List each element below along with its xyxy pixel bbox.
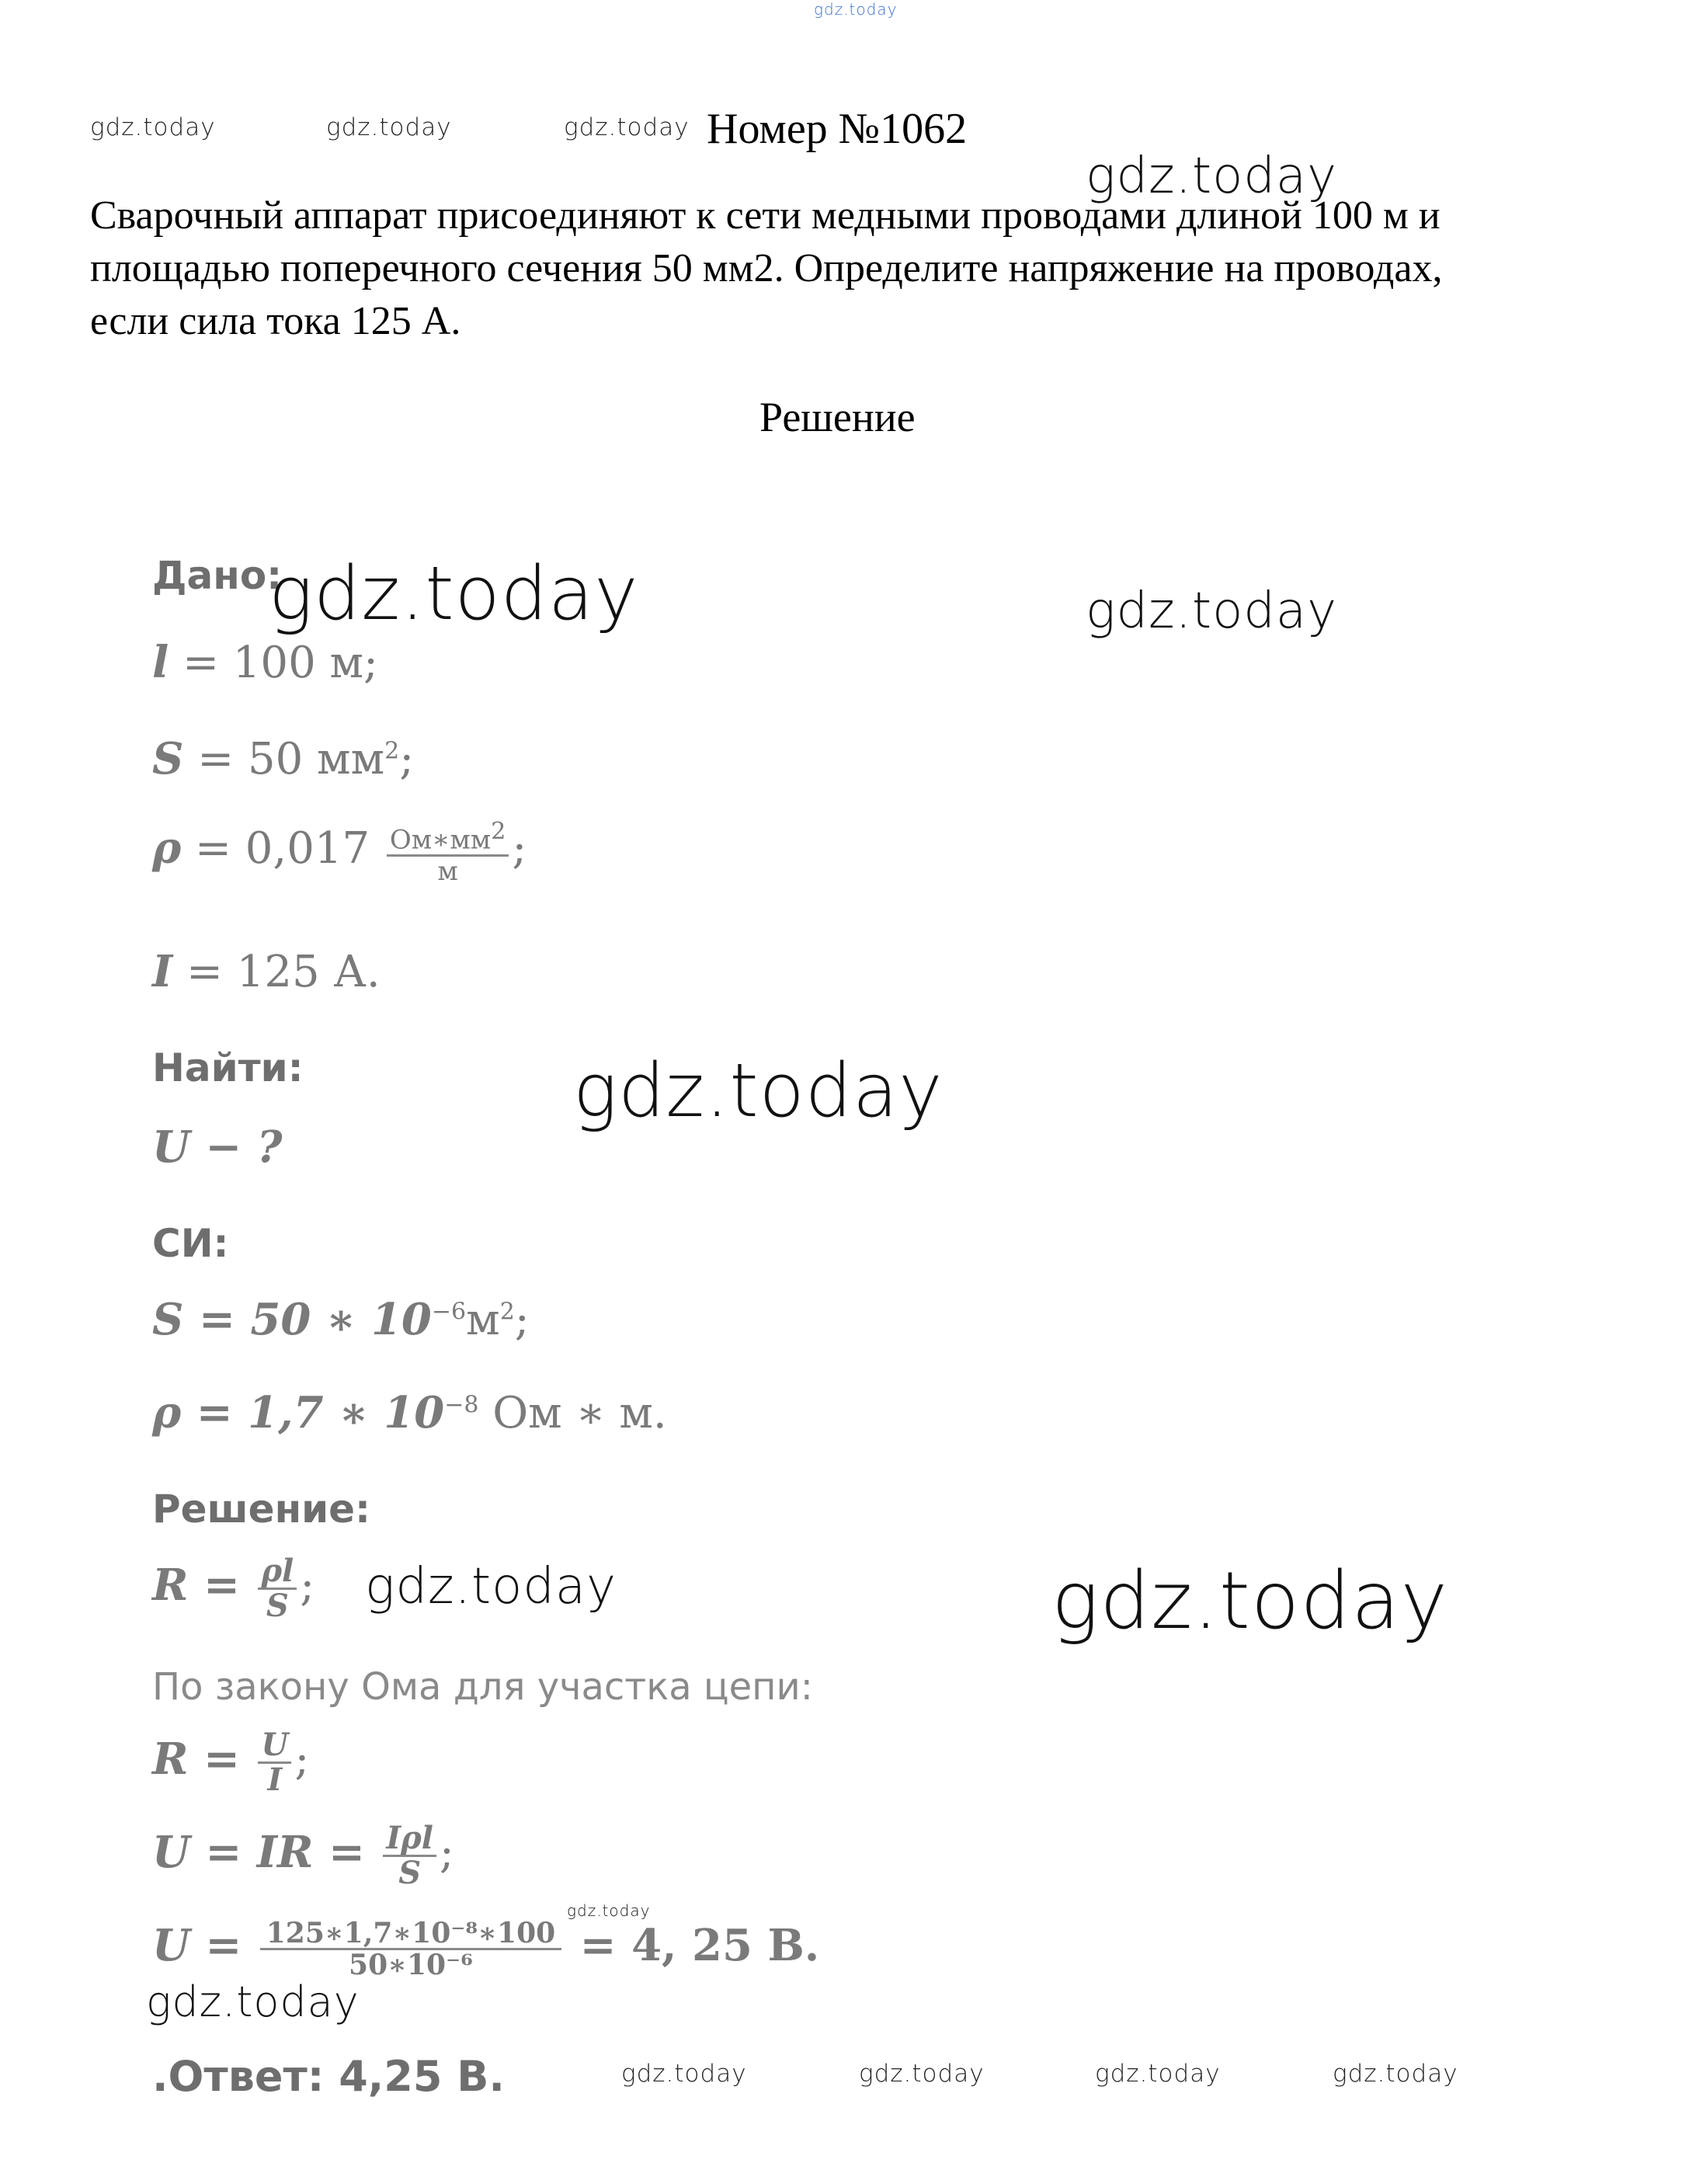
r-ohm-lhs: R = bbox=[152, 1734, 255, 1785]
u-calc bbox=[152, 1918, 819, 1980]
r-formula: R = $\frac{\rho l}{S}$ ; bbox=[152, 1553, 315, 1624]
u-calc-fraction bbox=[260, 1918, 561, 1980]
watermark: gdz.today bbox=[1095, 2060, 1221, 2088]
given-current bbox=[152, 946, 381, 997]
si-area: S = 50 ∗ $10^{-6}м^2$; bbox=[152, 1294, 530, 1345]
given-length bbox=[152, 637, 378, 688]
si-area-expr: S = 50 ∗ 10 bbox=[152, 1294, 432, 1345]
watermark: gdz.today bbox=[567, 1901, 651, 1920]
u-calc-num: 125∗1,7∗10⁻⁸∗100 bbox=[260, 1918, 561, 1950]
var-rho: ρ bbox=[152, 822, 182, 875]
var-i: I bbox=[152, 946, 173, 997]
rho-unit-exp: 2 bbox=[491, 818, 506, 845]
exp-s: 2 bbox=[384, 737, 400, 765]
value-i: = 125 А. bbox=[172, 947, 381, 997]
watermark: gdz.today bbox=[90, 113, 216, 141]
watermark: gdz.today bbox=[621, 2060, 747, 2088]
r-formula-den: S bbox=[266, 1588, 289, 1624]
watermark: gdz.today bbox=[365, 1558, 617, 1615]
given-area: S = 50 $мм^2$; bbox=[152, 733, 415, 784]
value-l: = 100 м; bbox=[169, 638, 378, 688]
u-formula-den: S bbox=[398, 1855, 422, 1891]
value-s: = 50 мм bbox=[183, 734, 385, 784]
watermark: gdz.today bbox=[1051, 1555, 1448, 1647]
var-l: l bbox=[152, 637, 169, 688]
watermark: gdz.today bbox=[573, 1049, 944, 1134]
rho-unit-num: Ом∗мм bbox=[389, 824, 492, 856]
si-rho-expr: ρ = 1,7 ∗ 10 bbox=[152, 1387, 445, 1438]
u-formula: U = IR = $\frac{\text{Iρl}}{S}$ ; bbox=[152, 1820, 454, 1891]
solution-label: Решение: bbox=[152, 1487, 371, 1532]
ohm-law-text: По закону Ома для участка цепи: bbox=[152, 1665, 813, 1709]
page-title: Номер №1062 bbox=[707, 105, 968, 153]
u-formula-lhs: U = IR = bbox=[152, 1827, 381, 1878]
r-formula-num: ρl bbox=[258, 1555, 297, 1590]
r-ohm-fraction bbox=[258, 1729, 291, 1796]
watermark-top: gdz.today bbox=[814, 0, 898, 19]
r-ohm-den: I bbox=[267, 1761, 283, 1798]
value-rho: = 0,017 bbox=[181, 823, 370, 875]
watermark: gdz.today bbox=[146, 1977, 360, 2026]
r-formula-fraction bbox=[258, 1555, 297, 1622]
si-resistivity bbox=[152, 1387, 667, 1438]
rho-unit-den: м bbox=[437, 856, 458, 888]
answer: .Ответ: 4,25 В. bbox=[152, 2052, 505, 2101]
watermark: gdz.today bbox=[1333, 2060, 1458, 2088]
u-calc-lhs: U = bbox=[152, 1920, 257, 1971]
rho-unit-fraction bbox=[387, 817, 509, 886]
si-label: СИ: bbox=[152, 1221, 229, 1266]
watermark: gdz.today bbox=[326, 113, 452, 141]
given-resistivity: ρ = 0,017 $\frac{Ом∗мм^2}{м}$ ; bbox=[152, 818, 527, 888]
problem-text: Сварочный аппарат присоединяют к сети медными проводами длиной 100 м и площадью поперечного сечения 50 мм2. Определите напряжение на проводах, если сила тока 125 А. bbox=[90, 193, 1443, 343]
r-ohm-formula: R = $\frac{U}{I}$ ; bbox=[152, 1727, 310, 1798]
watermark: gdz.today bbox=[1086, 148, 1337, 205]
find-label: Найти: bbox=[152, 1045, 304, 1090]
u-formula-num: Iρl bbox=[383, 1822, 436, 1857]
solution-heading: Решение bbox=[759, 394, 916, 440]
u-calc-den: 50∗10⁻⁶ bbox=[349, 1949, 473, 1981]
u-calc-rhs: = 4, 25 В. bbox=[565, 1920, 820, 1971]
si-rho-exp: −8 bbox=[444, 1391, 479, 1419]
si-area-exp: −6 bbox=[431, 1298, 467, 1326]
si-area-unit-exp: 2 bbox=[499, 1298, 515, 1326]
watermark: gdz.today bbox=[269, 551, 639, 637]
r-ohm-num: U bbox=[258, 1729, 291, 1764]
watermark: gdz.today bbox=[1086, 583, 1337, 640]
given-label: Дано: bbox=[152, 553, 283, 598]
si-rho-unit: Ом ∗ м. bbox=[478, 1388, 667, 1438]
u-formula-fraction bbox=[383, 1822, 436, 1890]
si-area-unit: м bbox=[466, 1295, 500, 1345]
r-formula-lhs: R = bbox=[152, 1560, 255, 1611]
watermark: gdz.today bbox=[564, 113, 690, 141]
var-s: S bbox=[152, 733, 184, 784]
find-expr: U − ? bbox=[152, 1122, 283, 1173]
watermark: gdz.today bbox=[859, 2060, 985, 2088]
